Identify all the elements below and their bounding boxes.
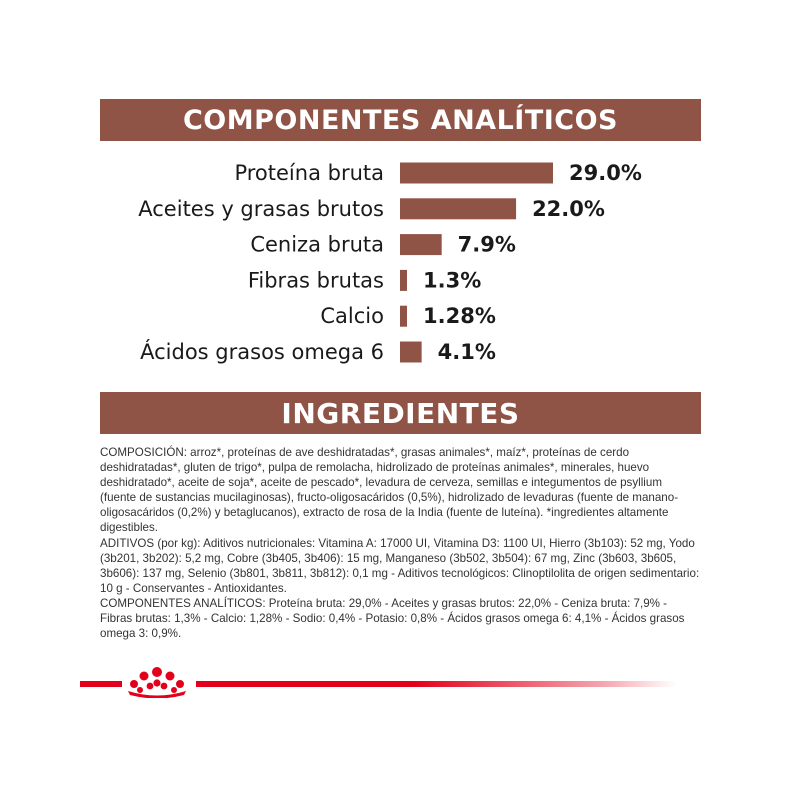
analiticos-title: COMPONENTES ANALÍTICOS (182, 104, 619, 136)
bar (400, 163, 553, 184)
ingredients-text (100, 445, 700, 641)
aditivos-paragraph: ADITIVOS (por kg): Aditivos nutricionales: Vitamina A: 17000 UI, Vitamina D3: 1100 UI, Hierro (3b103): 52 mg, Yodo (3b201, 3b202): 5,2 mg, Cobre (3b405, 3b406): 15 mg, Manganeso (3b502, 3b504): 67 mg, Zinc (3b603, 3b605, 3b606): 137 mg, Selenio (3b801, 3b811, 3b812): 0,1 mg - Aditivos tecnológicos: Clinoptilolita de origen sedimentario: 10 g - Conservantes - Antioxidantes. (100, 536, 700, 595)
ingredientes-banner (100, 392, 701, 434)
componentes-paragraph: COMPONENTES ANALÍTICOS: Proteína bruta: 29,0% - Aceites y grasas brutos: 22,0% - Ceniza bruta: 7,9% - Fibras brutas: 1,3% - Calcio: 1,28% - Sodio: 0,4% - Potasio: 0,8% - Ácidos grasos omega 6: 4,1% - Ácidos grasos omega 3: 0,9%. (100, 596, 685, 641)
category-label: Proteína bruta (234, 161, 384, 185)
category-label: Ceniza bruta (250, 232, 384, 257)
analiticos-banner (100, 99, 701, 141)
bar (400, 234, 442, 255)
bar (400, 198, 516, 219)
footer-red-line-right (196, 681, 676, 687)
value-label: 29.0% (569, 161, 642, 185)
value-label: 1.28% (423, 304, 496, 329)
bar (400, 342, 422, 363)
category-label: Calcio (320, 304, 384, 329)
footer-red-line-left (80, 681, 122, 687)
ingredientes-title: INGREDIENTES (281, 396, 520, 430)
composicion-paragraph: COMPOSICIÓN: arroz*, proteínas de ave deshidratadas*, grasas animales*, maíz*, proteínas de cerdo deshidratadas*, gluten de trigo*, pulpa de remolacha, hidrolizado de proteínas animales*, minerales, huevo deshidratado*, aceite de soja*, aceite de pescado*, levadura de cerveza, semillas e integumentos de psyllium (fuente de sustancias mucilaginosas), fructo-oligosacáridos (0,5%), hidrolizado de levaduras (fuente de manano-oligosacáridos (0,2%) y betaglucanos), extracto de rosa de la India (fuente de luteína). *ingredientes altamente digestibles. (100, 446, 679, 535)
category-label: Aceites y grasas brutos (138, 196, 384, 221)
value-label: 1.3% (423, 268, 482, 293)
category-label: Fibras brutas (247, 268, 384, 293)
bar (400, 306, 407, 327)
value-label: 7.9% (457, 232, 516, 257)
bar (400, 270, 407, 291)
royal-canin-crown-icon (124, 664, 190, 698)
value-label: 4.1% (437, 340, 496, 364)
value-label: 22.0% (532, 196, 605, 221)
category-label: Ácidos grasos omega 6 (140, 340, 384, 364)
nutrient-bar-chart (0, 150, 800, 380)
